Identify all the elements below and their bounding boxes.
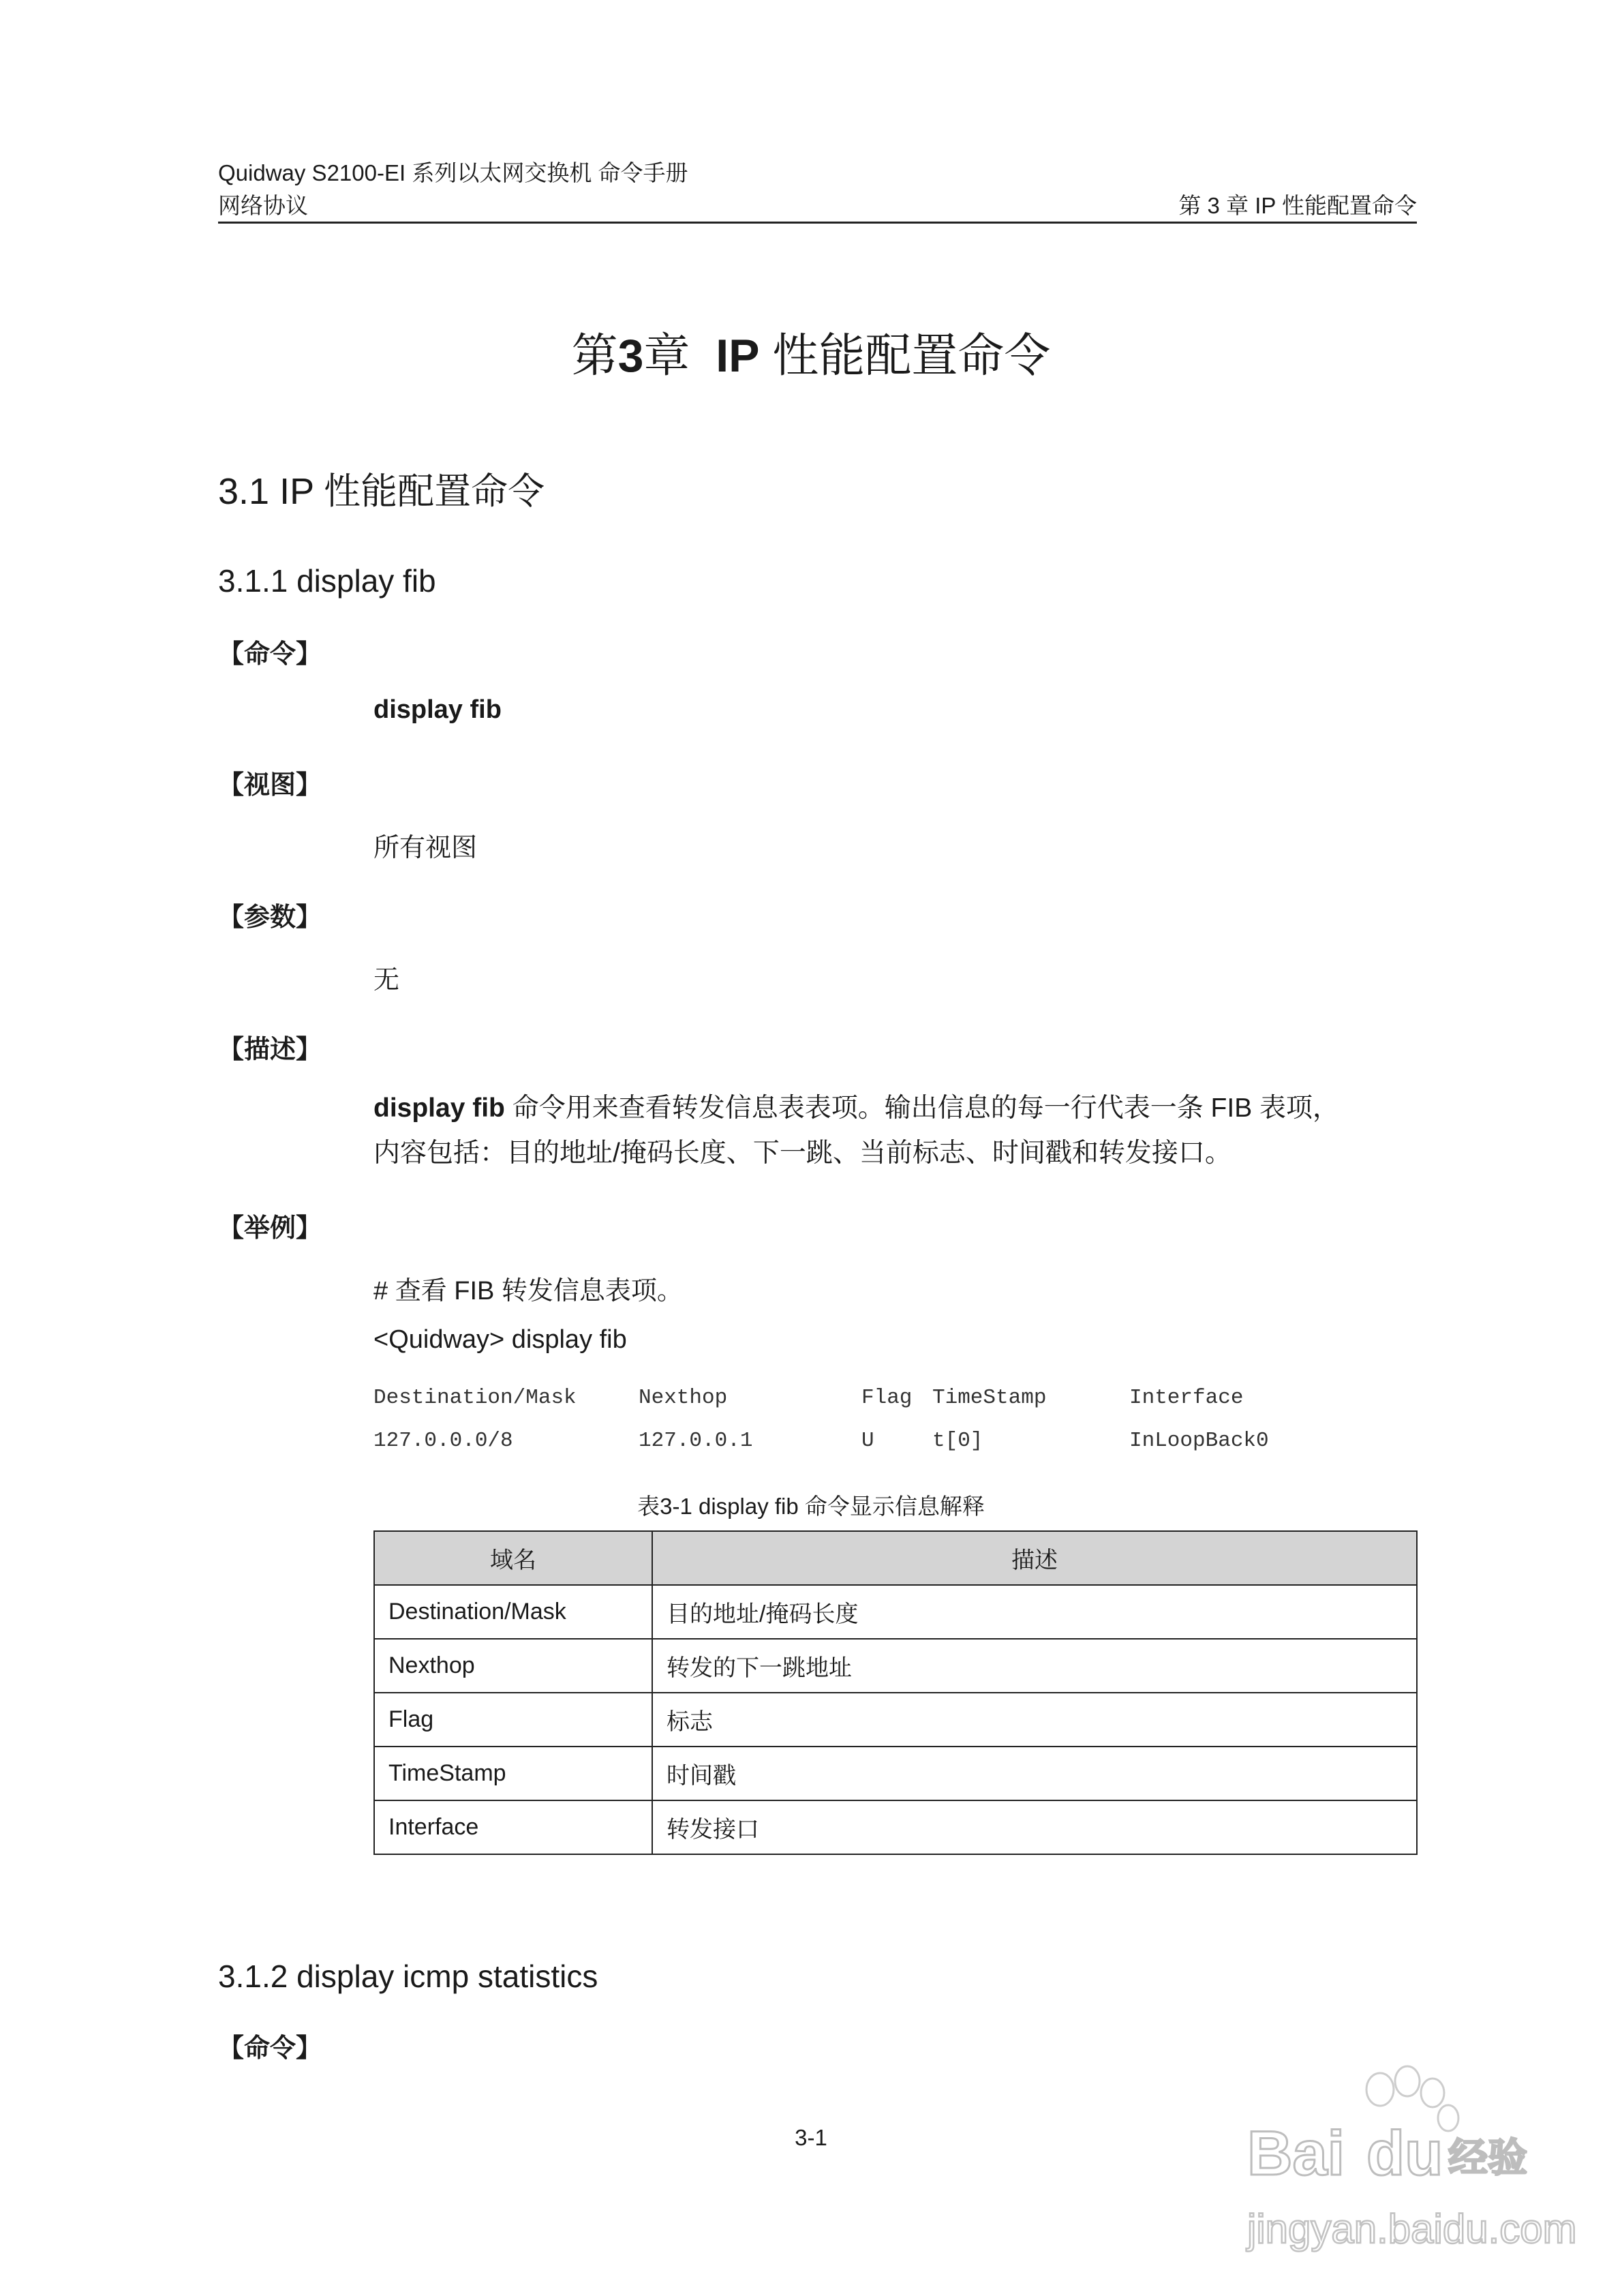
chapter-title-bold: IP (716, 330, 760, 382)
command-syntax: display fib (373, 695, 502, 724)
example-comment: # 查看 FIB 转发信息表项。 (373, 1277, 683, 1305)
baidu-jingyan-watermark (1234, 2062, 1577, 2260)
header-book-title: Quidway S2100-EI 系列以太网交换机 命令手册 (218, 160, 688, 185)
table-cell-description: 目的地址/掩码长度 (652, 1585, 1417, 1639)
watermark-url: jingyan.baidu.com (1247, 2206, 1577, 2252)
section-heading: 3.1 IP 性能配置命令 (218, 471, 545, 512)
label-command: 【命令】 (218, 640, 322, 669)
label-example: 【举例】 (218, 1214, 322, 1243)
subsection-heading-display-fib: 3.1.1 display fib (218, 563, 436, 599)
output-destination: 127.0.0.0/8 (373, 1429, 513, 1453)
header-rule (218, 222, 1417, 224)
description-command: display fib (373, 1093, 505, 1123)
output-flag: U (861, 1429, 874, 1453)
chapter-suffix: 章 (643, 330, 690, 382)
output-col-destination: Destination/Mask (373, 1386, 577, 1410)
watermark-brand: Bai (1247, 2119, 1345, 2188)
page-number: 3-1 (795, 2125, 827, 2150)
table-cell-field: Flag (374, 1693, 652, 1747)
table-row (374, 1747, 1417, 1800)
example-prompt: <Quidway> display fib (373, 1325, 627, 1354)
chapter-title (0, 319, 1622, 385)
table-cell-description: 标志 (652, 1693, 1417, 1747)
header-chapter-ref: 第 3 章 IP 性能配置命令 (1178, 193, 1417, 218)
table-row (374, 1800, 1417, 1854)
table-row (374, 1585, 1417, 1639)
label-params: 【参数】 (218, 903, 322, 932)
subsection-heading-display-icmp: 3.1.2 display icmp statistics (218, 1959, 598, 1994)
label-command-2: 【命令】 (218, 2034, 322, 2063)
params-value: 无 (373, 966, 400, 995)
table-cell-field: Interface (374, 1800, 652, 1854)
description-text-2: 内容包括：目的地址/掩码长度、下一跳、当前标志、时间戳和转发接口。 (373, 1138, 1231, 1168)
table-cell-description: 转发的下一跳地址 (652, 1639, 1417, 1693)
watermark-du: du (1366, 2119, 1443, 2188)
output-nexthop: 127.0.0.1 (639, 1429, 753, 1453)
output-col-timestamp: TimeStamp (932, 1386, 1047, 1410)
output-col-nexthop: Nexthop (639, 1386, 728, 1410)
watermark-jingyan: 经验 (1448, 2134, 1528, 2181)
chapter-number: 3 (617, 330, 644, 382)
table-cell-description: 时间戳 (652, 1747, 1417, 1800)
table-row (374, 1639, 1417, 1693)
table-cell-field: Nexthop (374, 1639, 652, 1693)
view-value: 所有视图 (373, 834, 478, 862)
output-col-interface: Interface (1129, 1386, 1244, 1410)
table-header-field: 域名 (374, 1531, 652, 1585)
label-description: 【描述】 (218, 1036, 322, 1064)
table-cell-description: 转发接口 (652, 1800, 1417, 1854)
chapter-title-rest: 性能配置命令 (772, 330, 1051, 382)
description-paragraph (373, 1086, 1423, 1176)
output-col-flag: Flag (861, 1386, 913, 1410)
table-caption: 表3-1 display fib 命令显示信息解释 (637, 1494, 985, 1519)
table-header-description: 描述 (652, 1531, 1417, 1585)
output-interface: InLoopBack0 (1129, 1429, 1269, 1453)
table-cell-field: Destination/Mask (374, 1585, 652, 1639)
label-view: 【视图】 (218, 771, 322, 800)
header-volume: 网络协议 (218, 193, 308, 218)
table-cell-field: TimeStamp (374, 1747, 652, 1800)
table-row (374, 1693, 1417, 1747)
fib-info-table (373, 1530, 1418, 1855)
table-header-row (374, 1531, 1417, 1585)
chapter-prefix: 第 (571, 330, 618, 382)
output-timestamp: t[0] (932, 1429, 983, 1453)
description-text-1: 命令用来查看转发信息表表项。输出信息的每一行代表一条 FIB 表项， (504, 1093, 1340, 1123)
